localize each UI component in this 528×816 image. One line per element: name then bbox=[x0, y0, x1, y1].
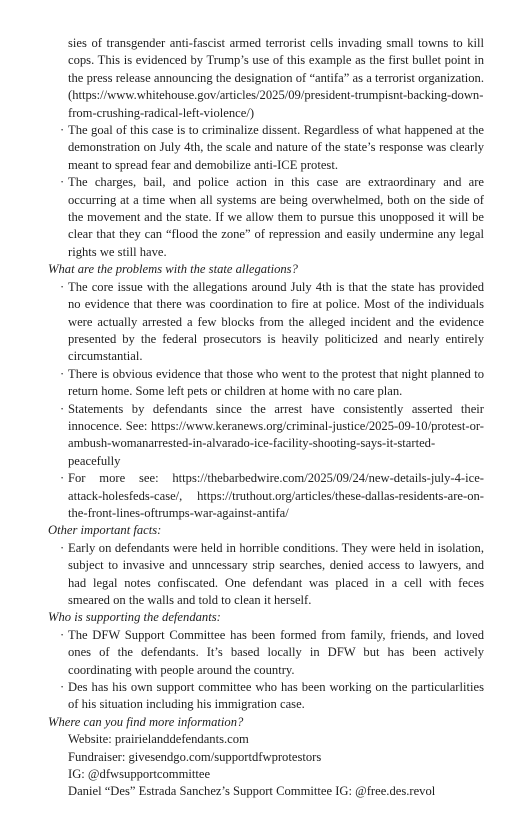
bullet-marker: · bbox=[60, 401, 65, 416]
document-body bbox=[0, 35, 528, 801]
bullet-text: The charges, bail, and police action in this case are extraordinary and are occurring at a time when all systems are being overwhelmed, both on the side of the movement and the state. If we allow them to pursue this unopposed it will be clear that they can “flood the zone” of repression and easily undermine any legal rights we still have. bbox=[68, 175, 484, 259]
section-heading-support: Who is supporting the defendants: bbox=[48, 610, 221, 625]
bullet-text: There is obvious evidence that those who went to the protest that night planned to return home. Some left pets or children at home with no care plan. bbox=[68, 366, 484, 399]
bullet-text: Des has his own support committee who has been working on the particularlities of his situation including his immigration case. bbox=[68, 680, 484, 712]
info-website: Website: prairielanddefendants.com bbox=[68, 732, 249, 747]
intro-bullet bbox=[0, 174, 528, 261]
problems-bullet bbox=[0, 366, 528, 401]
info-instagram: IG: @dfwsupportcommittee bbox=[68, 767, 211, 782]
problems-bullet bbox=[0, 470, 528, 522]
intro-continuation-text: sies of transgender anti-fascist armed terrorist cells invading small towns to kill cops. This is evidenced by Trump’s use of this example as the first bullet point in the press release announcing the designation of “antifa” as a terrorist organization. (https://www.whitehouse.gov/articles/2025/09/president-trumpisnt-backing-down-from-crushing-radical-left-violence/) bbox=[68, 36, 484, 120]
bullet-text: The DFW Support Committee has been formed from family, friends, and loved ones of the defendants. It’s based locally in DFW but has been actively coordinating with people around the country. bbox=[68, 627, 484, 677]
bullet-text: Statements by defendants since the arrest have consistently asserted their innocence. See: https://www.keranews.org/criminal-justice/2025-09-10/protest-or-ambush-womanarrested-in-alvarado-ice-facility-shooting-says-it-started-peacefully bbox=[68, 401, 484, 468]
bullet-text: The goal of this case is to criminalize dissent. Regardless of what happened at the demonstration on July 4th, the scale and nature of the state’s response was clearly meant to spread fear and demobilize anti-ICE protest. bbox=[68, 123, 484, 172]
bullet-marker: · bbox=[60, 175, 65, 190]
support-bullet bbox=[0, 679, 528, 714]
bullet-marker: · bbox=[60, 471, 65, 486]
bullet-text: Early on defendants were held in horrible conditions. They were held in isolation, subject to invasive and unncessary strip searches, denied access to lawyers, and had legal notes confiscated. One defendant was placed in a cell with feces smeared on the walls and told to clean it herself. bbox=[68, 540, 484, 607]
info-fundraiser: Fundraiser: givesendgo.com/supportdfwprotestors bbox=[68, 749, 322, 764]
bullet-text: For more see: https://thebarbedwire.com/2025/09/24/new-details-july-4-ice-attack-holesfeds-case/, https://truthout.org/articles/these-dallas-residents-are-on-the-front-lines-oftrumps-war-against-antifa/ bbox=[68, 471, 484, 520]
problems-bullet bbox=[0, 401, 528, 471]
bullet-marker: · bbox=[60, 680, 65, 695]
section-heading-facts: Other important facts: bbox=[48, 523, 162, 538]
bullet-marker: · bbox=[60, 279, 65, 294]
bullet-marker: · bbox=[60, 627, 65, 642]
bullet-marker: · bbox=[60, 540, 65, 555]
bullet-marker: · bbox=[60, 366, 65, 381]
section-heading-info: Where can you find more information? bbox=[48, 714, 244, 729]
problems-bullet bbox=[0, 279, 528, 366]
bullet-marker: · bbox=[60, 123, 65, 138]
bullet-text: The core issue with the allegations around July 4th is that the state has provided no evidence that there was coordination to fire at police. Most of the individuals were actually arrested a few blocks from the alleged incident and the evidence presented by the federal prosecutors is heavily politicized and nearly entirely circumstantial. bbox=[68, 279, 484, 364]
section-heading-problems: What are the problems with the state allegations? bbox=[48, 262, 298, 277]
support-bullet bbox=[0, 627, 528, 679]
facts-bullet bbox=[0, 540, 528, 610]
intro-bullet bbox=[0, 122, 528, 174]
info-des-committee: Daniel “Des” Estrada Sanchez’s Support Committee IG: @free.des.revol bbox=[68, 784, 436, 799]
